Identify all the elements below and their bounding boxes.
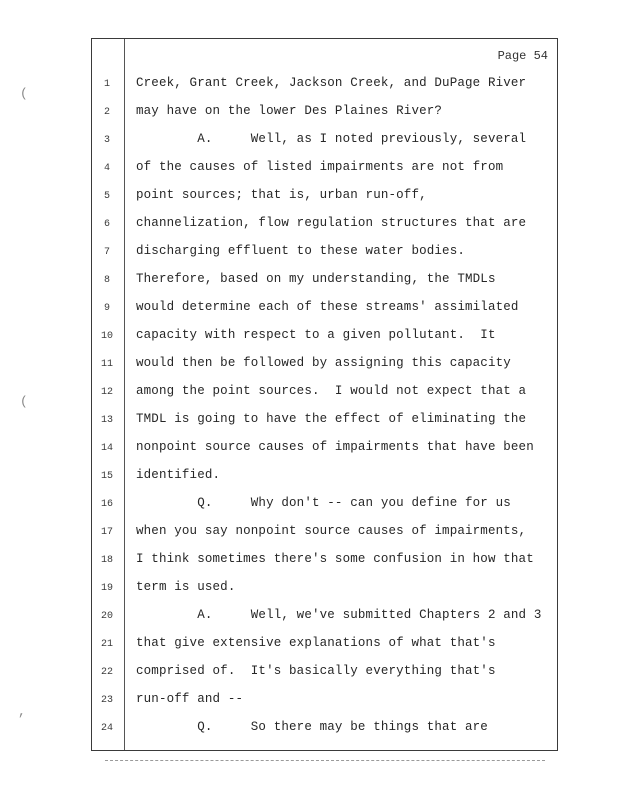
line-number: 24 [100, 723, 113, 734]
line-text: channelization, flow regulation structures that are [136, 216, 527, 230]
transcript-line [92, 552, 559, 572]
line-text: comprised of. It's basically everything that's [136, 664, 496, 678]
transcript-line [92, 496, 559, 516]
transcript-line [92, 524, 559, 544]
transcript-line [92, 132, 559, 152]
line-text: among the point sources. I would not expect that a [136, 384, 527, 398]
transcript-line [92, 272, 559, 292]
transcript-line [92, 76, 559, 96]
line-text: I think sometimes there's some confusion in how that [136, 552, 534, 566]
line-number: 6 [103, 219, 110, 230]
line-text: term is used. [136, 580, 236, 594]
line-number: 8 [103, 275, 110, 286]
line-text: Creek, Grant Creek, Jackson Creek, and DuPage River [136, 76, 527, 90]
line-text: run-off and -- [136, 692, 244, 706]
line-text: would determine each of these streams' assimilated [136, 300, 519, 314]
line-text: Q. Why don't -- can you define for us [136, 496, 511, 510]
transcript-line [92, 664, 559, 684]
bottom-scan-rule [105, 760, 545, 761]
line-number: 9 [103, 303, 110, 314]
line-text: capacity with respect to a given pollutant. It [136, 328, 496, 342]
transcript-line [92, 328, 559, 348]
line-number: 23 [100, 695, 113, 706]
margin-mark-middle: ( [20, 394, 28, 409]
transcript-line [92, 356, 559, 376]
line-text: point sources; that is, urban run-off, [136, 188, 427, 202]
line-number: 17 [100, 527, 113, 538]
transcript-line [92, 384, 559, 404]
line-number: 7 [103, 247, 110, 258]
transcript-line [92, 300, 559, 320]
page-number: Page 54 [497, 49, 548, 63]
line-number: 15 [100, 471, 113, 482]
line-text: identified. [136, 468, 221, 482]
margin-mark-top: ( [20, 86, 28, 101]
transcript-line [92, 216, 559, 236]
line-text: A. Well, as I noted previously, several [136, 132, 527, 146]
line-number: 19 [100, 583, 113, 594]
transcript-line [92, 188, 559, 208]
transcript-line [92, 160, 559, 180]
line-text: TMDL is going to have the effect of eliminating the [136, 412, 527, 426]
transcript-line [92, 412, 559, 432]
line-text: nonpoint source causes of impairments that have been [136, 440, 534, 454]
line-text: would then be followed by assigning this capacity [136, 356, 511, 370]
line-number: 1 [103, 79, 110, 90]
line-text: Therefore, based on my understanding, the TMDLs [136, 272, 496, 286]
line-number: 21 [100, 639, 113, 650]
line-number: 14 [100, 443, 113, 454]
margin-mark-bottom: , [18, 704, 26, 719]
line-number: 5 [103, 191, 110, 202]
transcript-line [92, 104, 559, 124]
line-number: 13 [100, 415, 113, 426]
line-text: may have on the lower Des Plaines River? [136, 104, 443, 118]
transcript-line [92, 580, 559, 600]
line-number: 4 [103, 163, 110, 174]
line-number: 2 [103, 107, 110, 118]
line-number: 12 [100, 387, 113, 398]
transcript-line [92, 720, 559, 740]
line-text: of the causes of listed impairments are not from [136, 160, 504, 174]
transcript-line [92, 468, 559, 488]
line-number: 11 [100, 359, 113, 370]
line-number: 18 [100, 555, 113, 566]
line-number: 22 [100, 667, 113, 678]
line-text: Q. So there may be things that are [136, 720, 488, 734]
line-number: 16 [100, 499, 113, 510]
transcript-page [91, 38, 558, 751]
line-text: discharging effluent to these water bodies. [136, 244, 466, 258]
line-number: 10 [100, 331, 113, 342]
line-text: that give extensive explanations of what that's [136, 636, 496, 650]
transcript-line [92, 244, 559, 264]
transcript-line [92, 636, 559, 656]
line-text: A. Well, we've submitted Chapters 2 and 3 [136, 608, 542, 622]
transcript-line [92, 440, 559, 460]
transcript-line [92, 608, 559, 628]
line-number: 20 [100, 611, 113, 622]
line-number: 3 [103, 135, 110, 146]
transcript-line [92, 692, 559, 712]
line-text: when you say nonpoint source causes of impairments, [136, 524, 527, 538]
